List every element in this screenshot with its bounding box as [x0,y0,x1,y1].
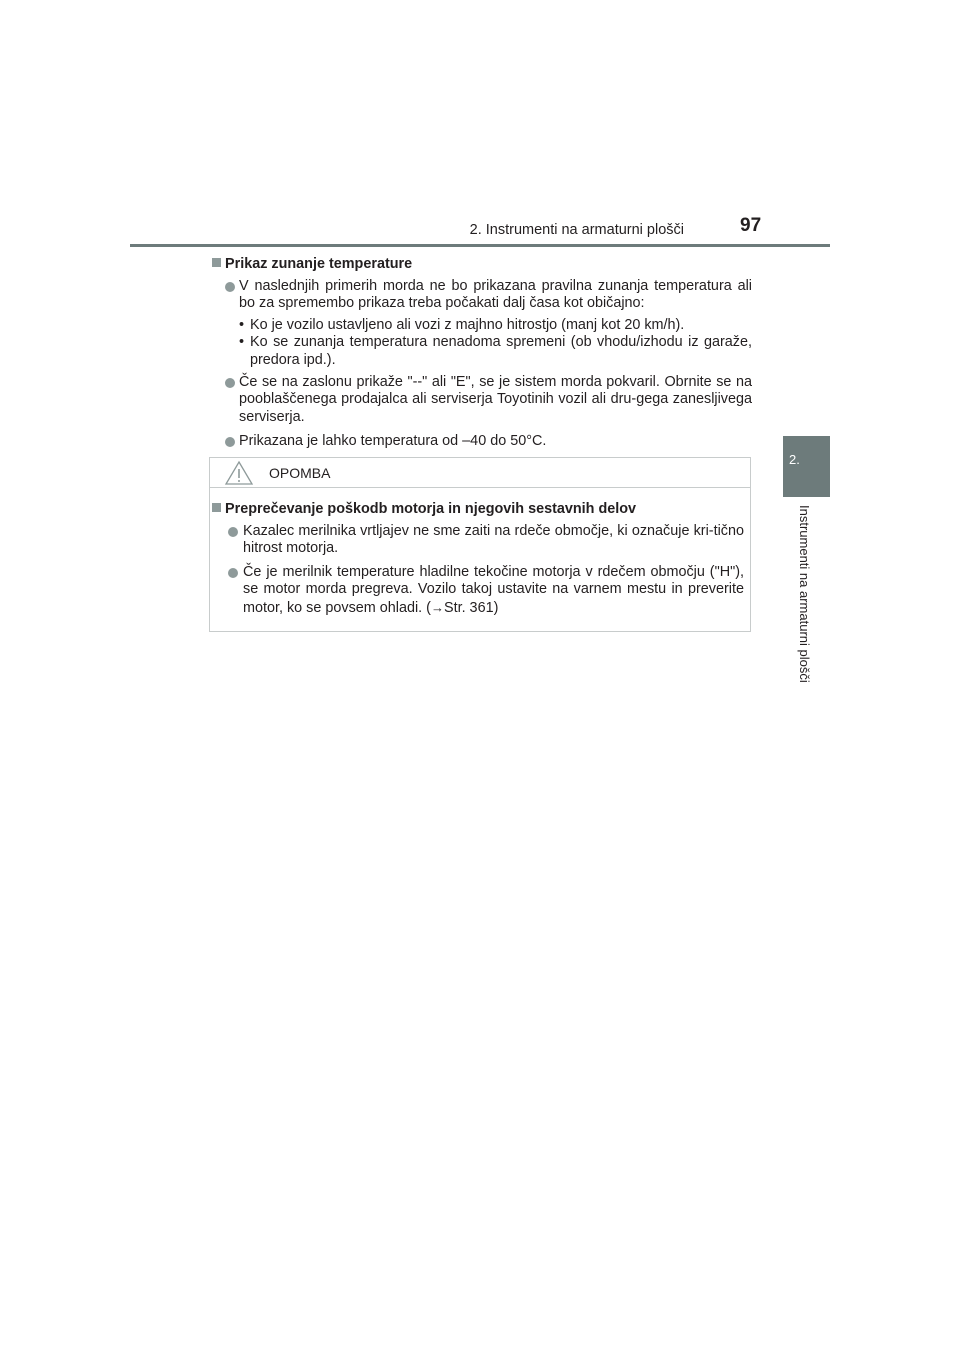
dot-marker-icon: • [239,316,245,333]
chapter-tab-number: 2. [789,452,800,467]
round-bullet-icon [225,282,235,292]
list-item [210,564,744,618]
arrow-icon: → [430,599,444,615]
square-bullet-icon [212,503,221,512]
notice-body [210,488,750,618]
sub-item-text: Ko je vozilo ustavljeno ali vozi z majhno hitrostjo (manj kot 20 km/h). [250,316,685,333]
side-rule [783,495,830,497]
notice-box [209,457,751,632]
list-item [212,278,752,313]
round-bullet-icon [228,568,238,578]
square-bullet-icon [212,258,221,267]
notice-heading [210,501,744,519]
dot-marker-icon: • [239,334,245,351]
warning-triangle-icon [224,460,254,491]
list-item [212,374,752,427]
section-title: Prikaz zunanje temperature [225,256,413,272]
notice-label: OPOMBA [269,465,331,481]
chapter-tab-label: Instrumenti na armaturni plošči [797,505,812,683]
list-item [210,523,744,558]
header-rule [130,244,830,247]
sub-list-item [212,334,752,369]
round-bullet-icon [228,527,238,537]
bullet-text: Če je merilnik temperature hladilne tekočine motorja v rdečem območju ("H"), se motor morda pregreva. Vozilo takoj ustavite na varnem mestu in preverite motor, ko se povsem ohladi. ( [243,563,744,616]
bullet-text: V naslednjih primerih morda ne bo prikazana pravilna zunanja temperatura ali bo za spremembo prikaza treba počakati dalj časa kot običajno: [239,277,752,312]
bullet-text: Prikazana je lahko temperatura od –40 do 50°C. [239,433,547,450]
notice-title: Preprečevanje poškodb motorja in njegovih sestavnih delov [225,501,637,517]
page-number: 97 [740,215,762,236]
sub-list-item [212,317,752,335]
list-item [212,433,752,451]
bullet-text: Če se na zaslonu prikaže "--" ali "E", se je sistem morda pokvaril. Obrnite se na pooblaščenega prodajalca ali serviserja Toyotinih vozil ali dru-gega zanesljivega serviserja. [239,373,752,425]
round-bullet-icon [225,437,235,447]
main-content [212,256,752,451]
round-bullet-icon [225,378,235,388]
bullet-text: Kazalec merilnika vrtljajev ne sme zaiti na rdeče območje, ki označuje kri-tično hitrost motorja. [243,522,744,557]
section-heading [212,256,752,274]
page-reference-link[interactable]: Str. 361) [443,599,499,616]
sub-item-text: Ko se zunanja temperatura nenadoma spremeni (ob vhodu/izhodu iz garaže, predora ipd.). [250,334,752,368]
chapter-title: 2. Instrumenti na armaturni plošči [469,222,684,238]
notice-header [210,458,750,488]
